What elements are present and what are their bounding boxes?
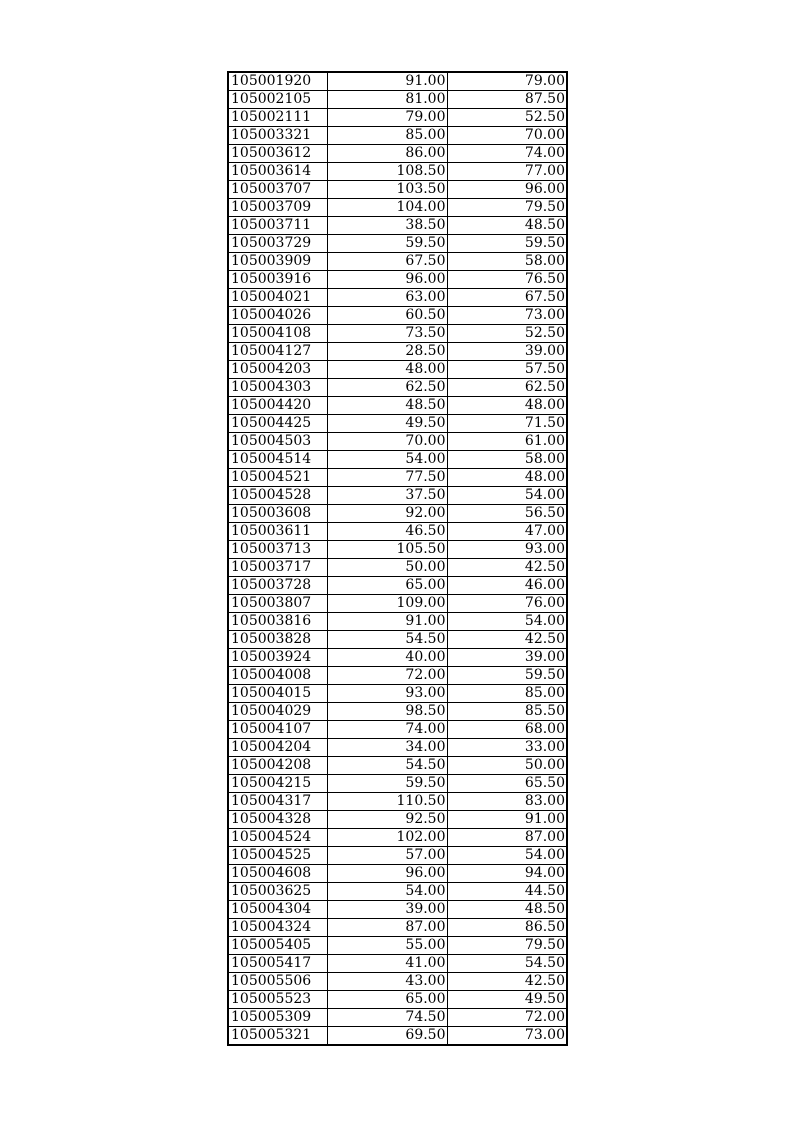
score-b-cell: 48.00: [447, 469, 567, 487]
score-b-cell: 52.50: [447, 325, 567, 343]
score-a-cell: 93.00: [327, 685, 447, 703]
score-a-cell: 55.00: [327, 937, 447, 955]
table-row: [228, 721, 567, 739]
table-row: [228, 127, 567, 145]
score-a-cell: 73.50: [327, 325, 447, 343]
id-cell: 105004521: [228, 469, 327, 487]
id-cell: 105004514: [228, 451, 327, 469]
table-row: [228, 109, 567, 127]
score-a-cell: 57.00: [327, 847, 447, 865]
table-row: [228, 775, 567, 793]
score-b-cell: 49.50: [447, 991, 567, 1009]
score-table-body: [228, 72, 567, 1045]
table-row: [228, 811, 567, 829]
id-cell: 105004107: [228, 721, 327, 739]
id-cell: 105003711: [228, 217, 327, 235]
score-b-cell: 79.50: [447, 937, 567, 955]
id-cell: 105002111: [228, 109, 327, 127]
score-b-cell: 48.50: [447, 217, 567, 235]
score-a-cell: 49.50: [327, 415, 447, 433]
id-cell: 105004303: [228, 379, 327, 397]
id-cell: 105005506: [228, 973, 327, 991]
score-b-cell: 54.00: [447, 613, 567, 631]
id-cell: 105003625: [228, 883, 327, 901]
table-row: [228, 253, 567, 271]
id-cell: 105004204: [228, 739, 327, 757]
table-row: [228, 613, 567, 631]
id-cell: 105003707: [228, 181, 327, 199]
id-cell: 105003713: [228, 541, 327, 559]
table-row: [228, 991, 567, 1009]
id-cell: 105003321: [228, 127, 327, 145]
score-b-cell: 91.00: [447, 811, 567, 829]
id-cell: 105003709: [228, 199, 327, 217]
score-b-cell: 73.00: [447, 1027, 567, 1046]
id-cell: 105003909: [228, 253, 327, 271]
table-row: [228, 451, 567, 469]
score-a-cell: 62.50: [327, 379, 447, 397]
score-a-cell: 104.00: [327, 199, 447, 217]
score-b-cell: 77.00: [447, 163, 567, 181]
score-a-cell: 74.00: [327, 721, 447, 739]
id-cell: 105004015: [228, 685, 327, 703]
score-b-cell: 86.50: [447, 919, 567, 937]
score-b-cell: 62.50: [447, 379, 567, 397]
table-row: [228, 1027, 567, 1046]
table-row: [228, 631, 567, 649]
score-b-cell: 79.50: [447, 199, 567, 217]
score-b-cell: 74.00: [447, 145, 567, 163]
table-row: [228, 361, 567, 379]
id-cell: 105003728: [228, 577, 327, 595]
id-cell: 105004108: [228, 325, 327, 343]
id-cell: 105004026: [228, 307, 327, 325]
score-a-cell: 91.00: [327, 72, 447, 91]
id-cell: 105003828: [228, 631, 327, 649]
score-a-cell: 37.50: [327, 487, 447, 505]
score-b-cell: 72.00: [447, 1009, 567, 1027]
table-row: [228, 523, 567, 541]
score-b-cell: 54.00: [447, 487, 567, 505]
table-row: [228, 973, 567, 991]
id-cell: 105004524: [228, 829, 327, 847]
table-row: [228, 829, 567, 847]
score-b-cell: 67.50: [447, 289, 567, 307]
score-a-cell: 48.00: [327, 361, 447, 379]
score-b-cell: 76.50: [447, 271, 567, 289]
id-cell: 105003816: [228, 613, 327, 631]
score-a-cell: 110.50: [327, 793, 447, 811]
score-b-cell: 87.50: [447, 91, 567, 109]
score-a-cell: 77.50: [327, 469, 447, 487]
id-cell: 105003916: [228, 271, 327, 289]
id-cell: 105005405: [228, 937, 327, 955]
id-cell: 105005417: [228, 955, 327, 973]
table-row: [228, 541, 567, 559]
score-a-cell: 59.50: [327, 775, 447, 793]
table-row: [228, 955, 567, 973]
id-cell: 105004328: [228, 811, 327, 829]
table-row: [228, 145, 567, 163]
table-row: [228, 343, 567, 361]
table-row: [228, 487, 567, 505]
score-a-cell: 87.00: [327, 919, 447, 937]
table-row: [228, 757, 567, 775]
score-a-cell: 67.50: [327, 253, 447, 271]
id-cell: 105004525: [228, 847, 327, 865]
score-b-cell: 39.00: [447, 343, 567, 361]
score-b-cell: 50.00: [447, 757, 567, 775]
score-a-cell: 108.50: [327, 163, 447, 181]
table-row: [228, 937, 567, 955]
score-b-cell: 70.00: [447, 127, 567, 145]
score-a-cell: 54.50: [327, 757, 447, 775]
table-row: [228, 919, 567, 937]
score-a-cell: 96.00: [327, 865, 447, 883]
score-b-cell: 42.50: [447, 631, 567, 649]
score-b-cell: 96.00: [447, 181, 567, 199]
score-a-cell: 39.00: [327, 901, 447, 919]
score-a-cell: 54.50: [327, 631, 447, 649]
score-a-cell: 41.00: [327, 955, 447, 973]
table-row: [228, 433, 567, 451]
table-row: [228, 649, 567, 667]
score-b-cell: 83.00: [447, 793, 567, 811]
table-row: [228, 847, 567, 865]
score-b-cell: 61.00: [447, 433, 567, 451]
score-b-cell: 87.00: [447, 829, 567, 847]
score-b-cell: 94.00: [447, 865, 567, 883]
table-row: [228, 307, 567, 325]
id-cell: 105004203: [228, 361, 327, 379]
score-a-cell: 48.50: [327, 397, 447, 415]
id-cell: 105004528: [228, 487, 327, 505]
score-b-cell: 54.50: [447, 955, 567, 973]
table-row: [228, 271, 567, 289]
table-row: [228, 883, 567, 901]
score-b-cell: 48.50: [447, 901, 567, 919]
table-row: [228, 199, 567, 217]
score-a-cell: 105.50: [327, 541, 447, 559]
score-b-cell: 33.00: [447, 739, 567, 757]
id-cell: 105003729: [228, 235, 327, 253]
score-a-cell: 69.50: [327, 1027, 447, 1046]
table-row: [228, 72, 567, 91]
score-a-cell: 65.00: [327, 991, 447, 1009]
score-a-cell: 59.50: [327, 235, 447, 253]
score-a-cell: 60.50: [327, 307, 447, 325]
table-row: [228, 163, 567, 181]
score-b-cell: 59.50: [447, 235, 567, 253]
score-b-cell: 44.50: [447, 883, 567, 901]
table-row: [228, 325, 567, 343]
score-b-cell: 85.50: [447, 703, 567, 721]
id-cell: 105002105: [228, 91, 327, 109]
table-row: [228, 1009, 567, 1027]
id-cell: 105003611: [228, 523, 327, 541]
id-cell: 105003614: [228, 163, 327, 181]
score-a-cell: 54.00: [327, 883, 447, 901]
score-b-cell: 58.00: [447, 451, 567, 469]
score-b-cell: 42.50: [447, 559, 567, 577]
table-row: [228, 91, 567, 109]
table-row: [228, 379, 567, 397]
score-a-cell: 63.00: [327, 289, 447, 307]
score-b-cell: 93.00: [447, 541, 567, 559]
score-a-cell: 103.50: [327, 181, 447, 199]
score-a-cell: 43.00: [327, 973, 447, 991]
score-a-cell: 46.50: [327, 523, 447, 541]
score-a-cell: 96.00: [327, 271, 447, 289]
score-a-cell: 65.00: [327, 577, 447, 595]
score-b-cell: 54.00: [447, 847, 567, 865]
id-cell: 105004008: [228, 667, 327, 685]
score-a-cell: 102.00: [327, 829, 447, 847]
id-cell: 105004503: [228, 433, 327, 451]
table-row: [228, 469, 567, 487]
id-cell: 105003612: [228, 145, 327, 163]
score-a-cell: 86.00: [327, 145, 447, 163]
score-b-cell: 79.00: [447, 72, 567, 91]
score-a-cell: 38.50: [327, 217, 447, 235]
table-row: [228, 703, 567, 721]
id-cell: 105003608: [228, 505, 327, 523]
score-a-cell: 98.50: [327, 703, 447, 721]
score-a-cell: 91.00: [327, 613, 447, 631]
score-b-cell: 57.50: [447, 361, 567, 379]
id-cell: 105004215: [228, 775, 327, 793]
id-cell: 105004420: [228, 397, 327, 415]
table-row: [228, 289, 567, 307]
score-a-cell: 34.00: [327, 739, 447, 757]
score-b-cell: 42.50: [447, 973, 567, 991]
table-row: [228, 559, 567, 577]
table-row: [228, 685, 567, 703]
score-b-cell: 59.50: [447, 667, 567, 685]
id-cell: 105001920: [228, 72, 327, 91]
score-a-cell: 85.00: [327, 127, 447, 145]
score-b-cell: 48.00: [447, 397, 567, 415]
score-b-cell: 47.00: [447, 523, 567, 541]
table-row: [228, 595, 567, 613]
table-row: [228, 217, 567, 235]
table-row: [228, 505, 567, 523]
id-cell: 105004608: [228, 865, 327, 883]
table-row: [228, 667, 567, 685]
id-cell: 105004304: [228, 901, 327, 919]
score-b-cell: 65.50: [447, 775, 567, 793]
table-row: [228, 901, 567, 919]
score-a-cell: 54.00: [327, 451, 447, 469]
score-a-cell: 81.00: [327, 91, 447, 109]
score-b-cell: 52.50: [447, 109, 567, 127]
id-cell: 105004425: [228, 415, 327, 433]
score-b-cell: 68.00: [447, 721, 567, 739]
score-b-cell: 71.50: [447, 415, 567, 433]
score-b-cell: 76.00: [447, 595, 567, 613]
id-cell: 105004317: [228, 793, 327, 811]
table-row: [228, 739, 567, 757]
score-a-cell: 72.00: [327, 667, 447, 685]
score-a-cell: 28.50: [327, 343, 447, 361]
table-row: [228, 235, 567, 253]
id-cell: 105004208: [228, 757, 327, 775]
score-a-cell: 79.00: [327, 109, 447, 127]
id-cell: 105004127: [228, 343, 327, 361]
score-a-cell: 109.00: [327, 595, 447, 613]
table-row: [228, 865, 567, 883]
id-cell: 105005523: [228, 991, 327, 1009]
id-cell: 105004021: [228, 289, 327, 307]
score-b-cell: 39.00: [447, 649, 567, 667]
table-row: [228, 415, 567, 433]
score-a-cell: 50.00: [327, 559, 447, 577]
score-a-cell: 92.50: [327, 811, 447, 829]
id-cell: 105003717: [228, 559, 327, 577]
id-cell: 105004324: [228, 919, 327, 937]
id-cell: 105004029: [228, 703, 327, 721]
id-cell: 105003924: [228, 649, 327, 667]
table-row: [228, 181, 567, 199]
score-b-cell: 46.00: [447, 577, 567, 595]
score-a-cell: 74.50: [327, 1009, 447, 1027]
score-b-cell: 56.50: [447, 505, 567, 523]
score-b-cell: 58.00: [447, 253, 567, 271]
id-cell: 105005309: [228, 1009, 327, 1027]
table-row: [228, 397, 567, 415]
id-cell: 105003807: [228, 595, 327, 613]
score-table: [227, 71, 568, 1046]
score-a-cell: 92.00: [327, 505, 447, 523]
score-b-cell: 73.00: [447, 307, 567, 325]
score-a-cell: 70.00: [327, 433, 447, 451]
score-a-cell: 40.00: [327, 649, 447, 667]
table-row: [228, 577, 567, 595]
score-b-cell: 85.00: [447, 685, 567, 703]
id-cell: 105005321: [228, 1027, 327, 1046]
table-row: [228, 793, 567, 811]
